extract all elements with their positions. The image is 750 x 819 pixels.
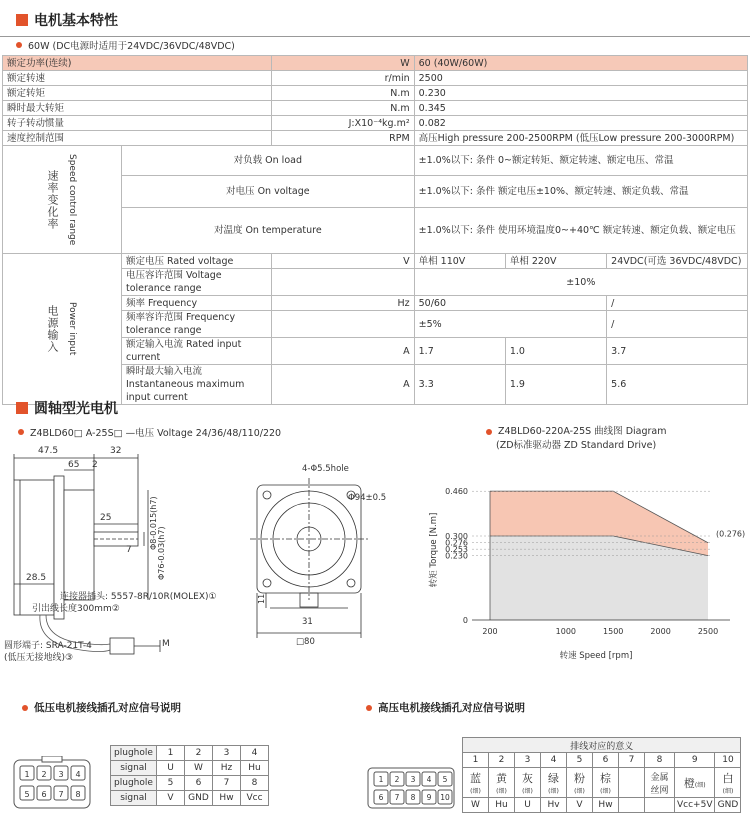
hv-color-text: 绿 [548,771,559,785]
hv-color-sub: (细) [548,787,559,795]
spec-value: 60 (40W/60W) [414,56,747,71]
hv-hole-cell: 5 [567,753,593,768]
dim-hole: 4-Φ5.5hole [302,464,349,474]
spec-unit: r/min [272,71,414,86]
hv-pin-3: 3 [410,775,416,784]
power-value: ±10% [414,269,747,296]
power-group-label [3,254,122,405]
high-voltage-title-text: 高压电机接线插孔对应信号说明 [378,702,525,714]
spec-value: 高压High pressure 200-2500RPM (低压Low pressure 200-3000RPM) [414,131,747,146]
dim-2: 2 [92,460,98,470]
section-title-text: 电机基本特性 [34,13,118,29]
y-tick-label: 0.230 [445,551,468,561]
power-value: 50/60 [414,296,607,311]
bullet-dot-icon [486,429,492,435]
signal-cell: Hw [213,791,241,806]
note-terminal: 圆形端子: SRA-21T-4 [4,641,92,651]
dim-31: 31 [302,617,313,627]
spec-table [2,55,748,405]
power-name: 频率 Frequency [122,296,272,311]
dim-28-5: 28.5 [26,573,47,583]
speed-label-en: Speed control range [67,153,77,246]
power-value: 3.7 [607,338,748,365]
dim-25: 25 [100,513,112,523]
model-line-text: Z4BLD60□ A-25S□ —电压 Voltage 24/36/48/110/220 [30,428,282,439]
section-title-text: 圆轴型光电机 [34,401,118,417]
x-axis-label: 转速 Speed [rpm] [559,651,633,661]
spec-row [3,101,748,116]
spec-unit: N.m [272,101,414,116]
x-tick-label: 200 [482,627,498,636]
hv-color-text: 蓝 [470,771,481,785]
hv-color-text: 灰 [522,771,533,785]
signal-cell: U [157,761,185,776]
power-value: ±5% [414,311,607,338]
hv-pin-10: 10 [440,793,450,802]
power-value: 3.3 [414,365,505,405]
hv-color-text: 白 [722,771,734,785]
signal-cell: W [185,761,213,776]
spec-name: 额定转速 [3,71,272,86]
power-value: / [607,296,748,311]
divider [0,36,750,37]
hv-signal-cell: W [463,798,489,813]
hv-hole-cell: 3 [515,753,541,768]
note-terminal-extra: (低压无接地线)③ [4,653,74,663]
y-tick-label: 0.460 [445,487,468,497]
speed-group-label [3,146,122,254]
spec-name: 速度控制范围 [3,131,272,146]
bullet-dot-icon [18,429,24,435]
y-tick-label: 0.300 [445,532,468,541]
power-label-cn: 电源输入 [46,305,59,353]
high-voltage-connector [366,766,456,810]
hv-color-cell [675,768,715,798]
power-unit: Hz [272,296,414,311]
hv-hole-cell: 1 [463,753,489,768]
spec-name: 额定转矩 [3,86,272,101]
spec-row [3,71,748,86]
pin-3: 3 [58,770,64,779]
power-row [3,254,748,269]
hole-cell: 5 [157,776,185,791]
hv-color-cell [645,768,675,798]
high-voltage-title [366,700,525,715]
hv-color-sub: (细) [722,787,734,795]
x-tick-label: 2500 [697,627,719,636]
torque-speed-chart [420,460,750,670]
terminal-notes [4,640,92,664]
hv-color-cell [715,768,741,798]
hv-color-cell [463,768,489,798]
signal-label: signal [111,791,157,806]
x-tick-label: 1000 [555,627,577,636]
spec-unit: J:X10⁻⁴kg.m² [272,116,414,131]
power-unit: A [272,338,414,365]
power-unit [272,269,414,296]
high-voltage-signal-table [462,737,741,813]
speed-label-cn: 速率变化率 [46,169,59,230]
hv-hole-cell: 8 [645,753,675,768]
section-title-motor-characteristics [16,10,118,30]
dim-phi94: Φ94±0.5 [348,493,387,503]
hole-cell: 7 [213,776,241,791]
hv-signal-cell [619,798,645,813]
signal-cell: Vcc [241,791,269,806]
hv-hole-cell: 6 [593,753,619,768]
hv-color-cell [515,768,541,798]
spec-value: 0.082 [414,116,747,131]
power-value: 1.9 [505,365,606,405]
hv-signal-cell: GND [715,798,741,813]
speed-value: ±1.0%以下: 条件 额定电压±10%、额定转速、额定负载、常温 [414,176,747,208]
dim-phi76: Φ76-0.03(h7) [157,526,166,580]
plughole-label: plughole [111,746,157,761]
hv-color-text: 橙 [683,776,695,790]
bullet-dot-icon [366,705,372,711]
power-value: 1.0 [505,338,606,365]
hv-hole-cell: 4 [541,753,567,768]
hole-cell: 4 [241,746,269,761]
hv-signal-cell: Vcc+5V [675,798,715,813]
speed-condition: 对电压 On voltage [122,176,415,208]
hv-color-text: 棕 [600,771,611,785]
section-title-round-shaft-motor [16,398,118,418]
power-value: 24VDC(可选 36VDC/48VDC) [607,254,748,269]
hv-pin-5: 5 [442,775,448,784]
hole-cell: 6 [185,776,213,791]
y-tick-label: 0.276 [445,538,468,548]
wiring-notes [32,591,217,615]
hv-color-cell [567,768,593,798]
pin-2: 2 [41,770,47,779]
hv-pin-2: 2 [394,775,400,784]
dim-80: □80 [296,637,315,647]
hv-color-cell [593,768,619,798]
hv-signal-cell [645,798,675,813]
hv-color-sub: (细) [470,787,481,795]
hv-table-header: 排线对应的意义 [463,738,741,753]
dim-65: 65 [68,460,80,470]
spec-unit: N.m [272,86,414,101]
model-line [18,425,281,439]
signal-cell: GND [185,791,213,806]
signal-label: signal [111,761,157,776]
hole-cell: 3 [213,746,241,761]
power-value: 1.7 [414,338,505,365]
power-name-cn: 瞬时最大输入电流 [126,366,203,377]
hole-cell: 1 [157,746,185,761]
power-unit: V [272,254,414,269]
power-name [122,365,272,405]
hv-pin-8: 8 [410,793,416,802]
spec-row [3,86,748,101]
note-lead: 引出线长度300mm② [32,604,120,614]
motor-side-drawing [0,440,240,670]
power-label-en: Power input [67,302,77,356]
low-voltage-title-text: 低压电机接线插孔对应信号说明 [34,702,181,714]
bullet-dot-icon [16,42,22,48]
hv-color-sub: (细) [574,787,585,795]
spec-unit: W [272,56,414,71]
dim-m: M [162,639,170,649]
motor-front-drawing [240,458,410,648]
power-name: 额定电压 Rated voltage [122,254,272,269]
hv-color-cell [541,768,567,798]
signal-cell: Hu [241,761,269,776]
spec-name: 额定功率(连续) [3,56,272,71]
hv-pin-6: 6 [378,793,384,802]
speed-condition: 对温度 On temperature [122,208,415,254]
hv-pin-1: 1 [378,775,384,784]
spec-row [3,116,748,131]
section-square-icon [16,402,28,414]
spec-value: 0.345 [414,101,747,116]
hv-color-cell [619,768,645,798]
pin-1: 1 [24,770,30,779]
hv-signal-cell: V [567,798,593,813]
low-voltage-title [22,700,181,715]
power-value: 单相 110V [414,254,505,269]
x-tick-label: 2000 [650,627,671,636]
dim-11: 11 [257,593,266,604]
bullet-dot-icon [22,705,28,711]
note-connector: 连接器插头: 5557-8R/10R(MOLEX)① [60,592,217,602]
hv-pin-4: 4 [426,775,432,784]
hv-signal-cell: Hu [489,798,515,813]
y-axis-label: 转矩 Torque [N.m] [429,512,439,588]
hole-cell: 8 [241,776,269,791]
chart-title [496,425,667,453]
low-voltage-signal-table [110,745,269,806]
spec-name: 转子转动惯量 [3,116,272,131]
power-value: / [607,311,748,338]
speed-value: ±1.0%以下: 条件 使用环境温度0~+40℃ 额定转速、额定负载、额定电压 [414,208,747,254]
section-square-icon [16,14,28,26]
hole-cell: 2 [185,746,213,761]
hv-color-sub: (细) [694,781,706,789]
low-voltage-connector [12,756,92,812]
spec-value: 2500 [414,71,747,86]
speed-condition: 对负载 On load [122,146,415,176]
spec-unit: RPM [272,131,414,146]
hv-signal-cell: Hw [593,798,619,813]
spec-name: 瞬时最大转矩 [3,101,272,116]
chart-title-text: Z4BLD60-220A-25S 曲线图 Diagram [498,426,667,437]
spec-row [3,56,748,71]
hv-color-cell [489,768,515,798]
hv-hole-cell: 2 [489,753,515,768]
pin-7: 7 [58,790,64,799]
hv-signal-cell: Hv [541,798,567,813]
spec-value: 0.230 [414,86,747,101]
chart-subtitle: (ZD标准驱动器 ZD Standard Drive) [496,440,657,451]
y-tick-label: 0.253 [445,545,468,555]
spec-row [3,131,748,146]
power-unit [272,311,414,338]
pin-8: 8 [75,790,81,799]
dim-phi8: Φ8-0.015(h7) [149,496,158,550]
dim-7: 7 [126,545,132,555]
dim-32: 32 [110,446,122,456]
hv-color-text: 黄 [496,771,507,785]
dim-47-5: 47.5 [38,446,59,456]
pin-6: 6 [41,790,47,799]
chart-annotation: (0.276) [716,529,746,539]
hv-signal-cell: U [515,798,541,813]
pin-4: 4 [75,770,81,779]
hv-color-text: 金属丝网 [650,772,669,796]
spec-subtitle [16,38,235,52]
signal-cell: Hz [213,761,241,776]
hv-hole-cell: 9 [675,753,715,768]
x-tick-label: 1500 [603,627,624,636]
power-name: 电压容许范围 Voltage tolerance range [122,269,272,296]
power-name-en: Instantaneous maximum input current [126,379,245,403]
signal-cell: V [157,791,185,806]
power-value: 5.6 [607,365,748,405]
hv-color-sub: (细) [522,787,533,795]
pin-5: 5 [24,790,30,799]
power-unit: A [272,365,414,405]
hv-color-text: 粉 [574,771,585,785]
hv-pin-9: 9 [426,793,432,802]
speed-row [3,146,748,176]
hv-hole-cell: 10 [715,753,741,768]
plughole-label: plughole [111,776,157,791]
y-tick-label: 0 [462,616,468,625]
hv-color-sub: (细) [496,787,507,795]
power-value: 单相 220V [505,254,606,269]
spec-subtitle-text: 60W (DC电源时适用于24VDC/36VDC/48VDC) [28,41,235,52]
hv-color-sub: (细) [600,787,611,795]
power-name: 频率容许范围 Frequency tolerance range [122,311,272,338]
power-name: 额定输入电流 Rated input current [122,338,272,365]
speed-value: ±1.0%以下: 条件 0~额定转矩、额定转速、额定电压、常温 [414,146,747,176]
hv-hole-cell: 7 [619,753,645,768]
hv-pin-7: 7 [394,793,400,802]
